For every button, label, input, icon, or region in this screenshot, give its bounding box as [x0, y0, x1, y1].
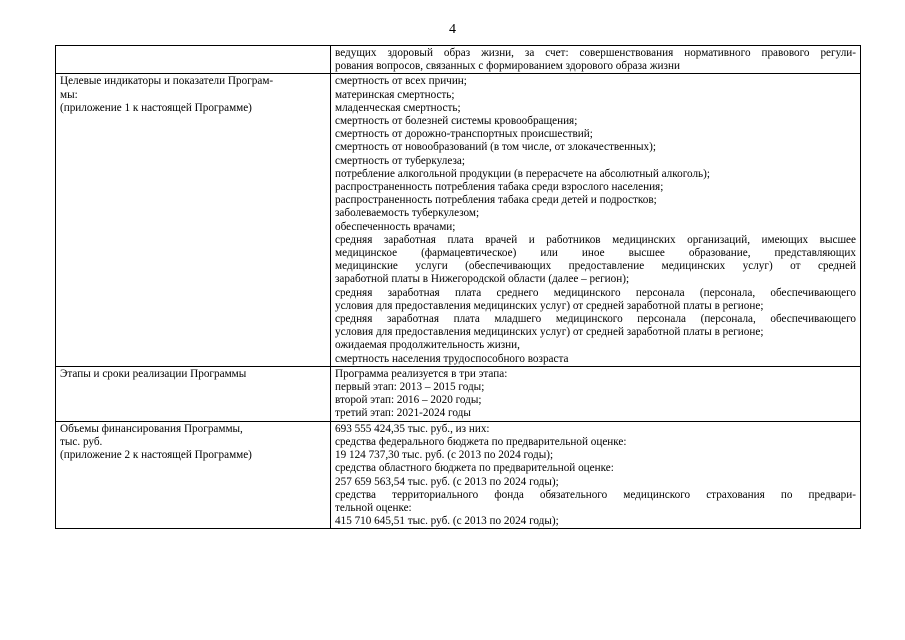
indicator-item: распространенность потребления табака среди детей и подростков;	[335, 194, 657, 207]
page-number: 4	[449, 22, 456, 37]
funding-total: 693 555 424,35 тыс. руб., из них:	[335, 422, 490, 435]
label-line: (приложение 2 к настоящей Программе)	[60, 449, 252, 462]
stages-list	[331, 366, 861, 421]
table-row	[56, 366, 861, 421]
indicator-item: смертность населения трудоспособного возраста	[335, 352, 569, 365]
table-row	[56, 74, 861, 366]
indicator-item: обеспеченность врачами;	[335, 220, 456, 233]
text-line: средства областного бюджета по предварительной оценке:	[335, 462, 614, 475]
text-line: рования вопросов, связанных с формированием здорового образа жизни	[335, 60, 680, 73]
indicator-item: смертность от всех причин;	[335, 75, 467, 88]
label-line: Целевые индикаторы и показатели Програм-	[60, 75, 274, 88]
healthy-lifestyle-text	[331, 46, 861, 74]
row-label-empty	[56, 46, 331, 74]
indicator-item: средняя заработная плата врачей и работников медицинских организаций, имеющих высшее	[335, 233, 856, 246]
row-label-stages	[56, 366, 331, 421]
indicator-item: смертность от новообразований (в том числе, от злокачественных);	[335, 141, 656, 154]
stage-item: первый этап: 2013 – 2015 годы;	[335, 381, 485, 394]
label-line: Этапы и сроки реализации Программы	[60, 367, 247, 380]
text-line: средства федерального бюджета по предварительной оценке:	[335, 435, 627, 448]
stage-item: третий этап: 2021-2024 годы	[335, 407, 471, 420]
indicator-item: распространенность потребления табака среди взрослого населения;	[335, 181, 664, 194]
indicator-item: смертность от туберкулеза;	[335, 154, 465, 167]
indicator-item: средняя заработная плата среднего медицинского персонала (персонала, обеспечивающего	[335, 286, 856, 299]
label-line: (приложение 1 к настоящей Программе)	[60, 101, 252, 114]
text-line: медицинское (фармацевтическое) или иное высшее образование, представляющих	[335, 247, 856, 260]
table-row	[56, 46, 861, 74]
text-line: медицинские услуги (обеспечивающих предоставление медицинских услуг) от средней	[335, 260, 856, 273]
text-line: заработной платы в Нижегородской области (далее – регион);	[335, 273, 630, 286]
text-line: условия для предоставления медицинских услуг) от средней заработной платы в регионе;	[335, 326, 764, 339]
text-line: ведущих здоровый образ жизни, за счет: совершенствования нормативного правового регули-	[335, 47, 856, 59]
label-line: тыс. руб.	[60, 435, 103, 448]
indicator-item: смертность от дорожно-транспортных происшествий;	[335, 128, 593, 141]
passport-table	[55, 45, 861, 529]
text-line: тельной оценке:	[335, 501, 412, 514]
table-row	[56, 421, 861, 529]
indicator-item: младенческая смертность;	[335, 101, 461, 114]
row-label-funding	[56, 421, 331, 529]
text-line: средства территориального фонда обязательного медицинского страхования по предвари-	[335, 488, 856, 501]
indicators-list	[331, 74, 861, 366]
indicator-item: смертность от болезней системы кровообращения;	[335, 115, 578, 128]
funding-details	[331, 421, 861, 529]
label-line: Объемы финансирования Программы,	[60, 422, 243, 435]
text-line: Программа реализуется в три этапа:	[335, 367, 508, 380]
indicator-item: средняя заработная плата младшего медицинского персонала (персонала, обеспечивающего	[335, 313, 856, 326]
label-line: мы:	[60, 88, 78, 101]
funding-amount: 257 659 563,54 тыс. руб. (с 2013 по 2024 годы);	[335, 475, 559, 488]
funding-amount: 415 710 645,51 тыс. руб. (с 2013 по 2024 годы);	[335, 515, 559, 528]
indicator-item: материнская смертность;	[335, 88, 455, 101]
indicator-item: потребление алкогольной продукции (в перерасчете на абсолютный алкоголь);	[335, 167, 710, 180]
row-label-indicators	[56, 74, 331, 366]
funding-amount: 19 124 737,30 тыс. руб. (с 2013 по 2024 годы);	[335, 449, 554, 462]
indicator-item: заболеваемость туберкулезом;	[335, 207, 480, 220]
stage-item: второй этап: 2016 – 2020 годы;	[335, 394, 482, 407]
text-line: условия для предоставления медицинских услуг) от средней заработной платы в регионе;	[335, 299, 764, 312]
indicator-item: ожидаемая продолжительность жизни,	[335, 339, 520, 352]
